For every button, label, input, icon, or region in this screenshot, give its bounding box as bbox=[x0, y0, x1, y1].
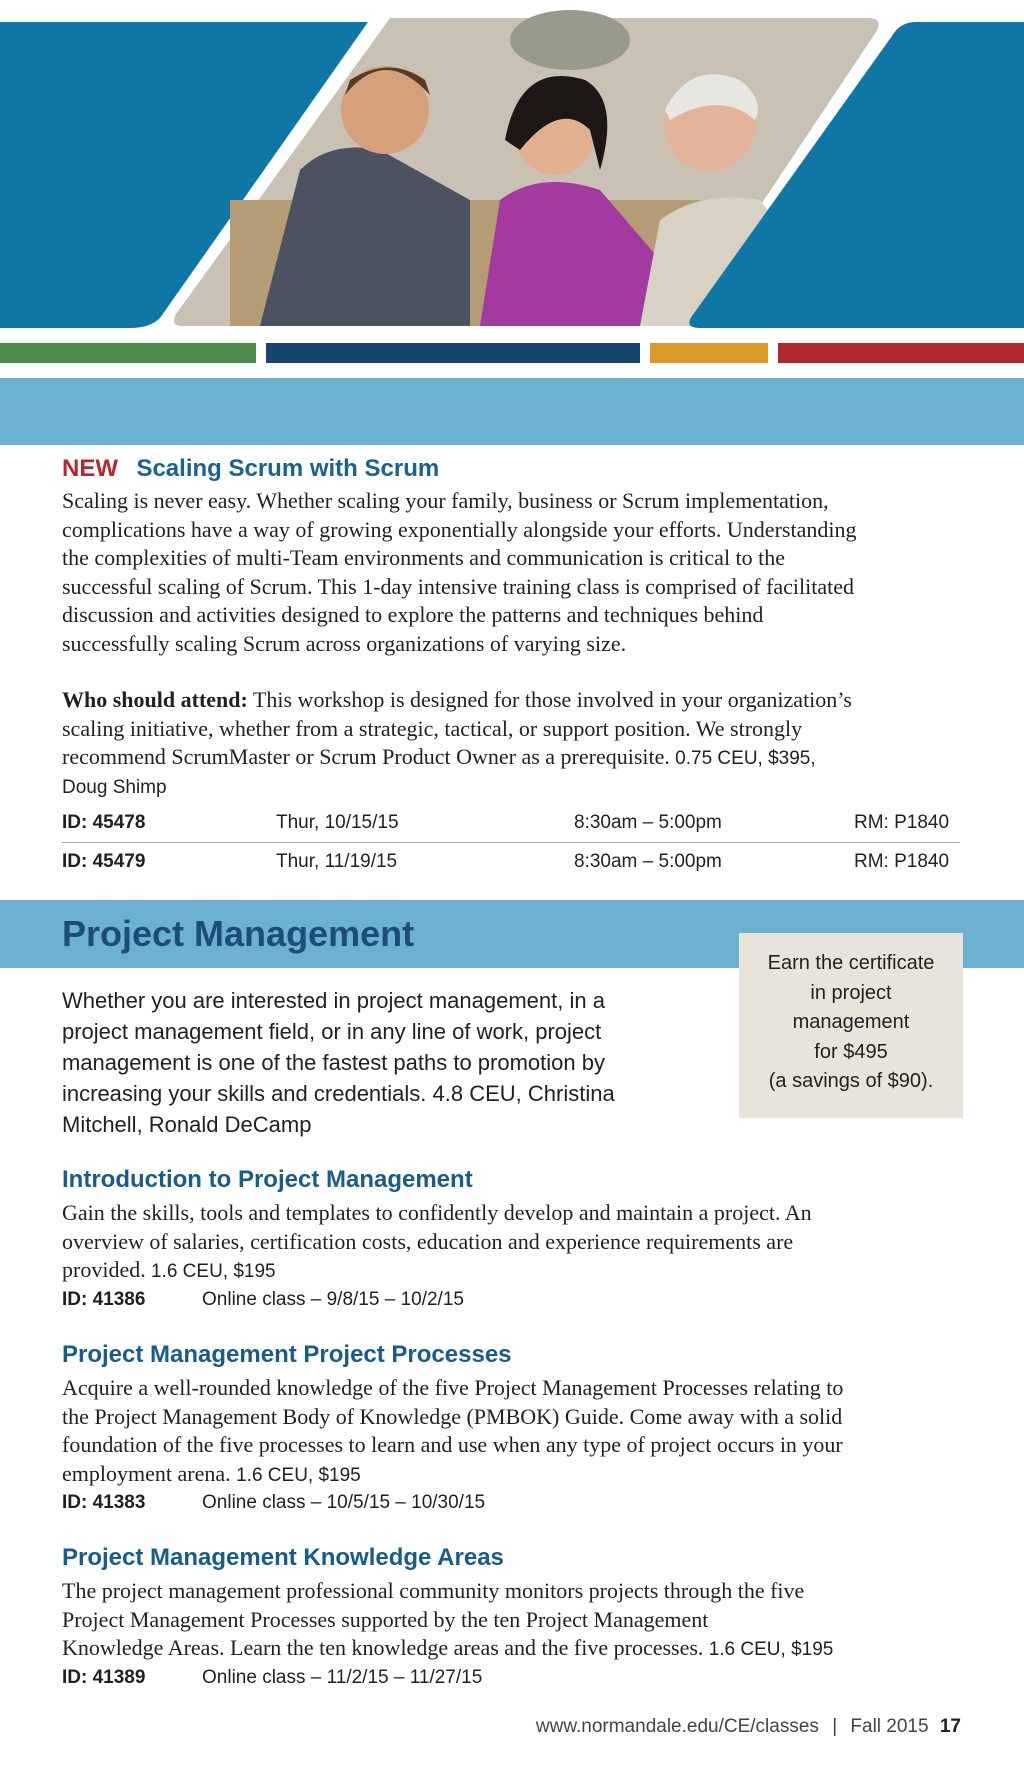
course-title: Project Management Project Processes bbox=[62, 1341, 512, 1368]
new-badge: NEW bbox=[62, 455, 118, 482]
course-schedule: Online class – 11/2/15 – 11/27/15 bbox=[202, 1667, 483, 1688]
course-ceu-price: 1.6 CEU, $195 bbox=[145, 1261, 276, 1282]
stripe-navy bbox=[266, 343, 640, 363]
stripe-green bbox=[0, 343, 256, 363]
course-line: Acquire a well-rounded knowledge of the five Project Management Processes relating to bbox=[62, 1375, 844, 1400]
certificate-line: for $495 bbox=[814, 1040, 888, 1063]
session-date: Thur, 11/19/15 bbox=[276, 851, 398, 872]
certificate-line: management bbox=[792, 1011, 910, 1033]
session-room: RM: P1840 bbox=[854, 851, 950, 872]
scrum-ceu-price: 0.75 CEU, $395, bbox=[669, 748, 816, 769]
course-line: Project Management Processes supported by the ten Project Management bbox=[62, 1606, 709, 1632]
course-title: Project Management Knowledge Areas bbox=[62, 1544, 504, 1571]
course-line: The project management professional community monitors projects through the five bbox=[62, 1578, 805, 1603]
description-line: Scaling is never easy. Whether scaling your family, business or Scrum implementation, bbox=[62, 488, 829, 513]
description-line: discussion and activities designed to explore the patterns and techniques behind bbox=[62, 602, 764, 627]
intro-line: Whether you are interested in project management, in a bbox=[62, 988, 605, 1013]
course-schedule: Online class – 10/5/15 – 10/30/15 bbox=[202, 1492, 486, 1513]
section-title: Project Management bbox=[62, 913, 415, 954]
description-line: complications have a way of growing exponentially alongside your efforts. Understanding bbox=[62, 516, 857, 542]
course-id: ID: 41386 bbox=[62, 1289, 146, 1310]
description-line: successful scaling of Scrum. This 1-day intensive training class is comprised of facilitated bbox=[62, 573, 855, 599]
course-line: Gain the skills, tools and templates to confidently develop and maintain a project. An bbox=[62, 1200, 812, 1225]
certificate-line: Earn the certificate bbox=[767, 952, 935, 974]
course-id: ID: 41383 bbox=[62, 1492, 146, 1513]
session-id: ID: 45479 bbox=[62, 851, 146, 872]
course-ceu-price: 1.6 CEU, $195 bbox=[236, 1464, 361, 1486]
course-line: Knowledge Areas. Learn the ten knowledge areas and the five processes. bbox=[62, 1635, 704, 1660]
header-blue-band bbox=[0, 378, 1024, 445]
course-description bbox=[62, 1577, 992, 1665]
page-footer bbox=[536, 1716, 961, 1738]
session-date: Thur, 10/15/15 bbox=[276, 812, 399, 833]
intro-line: project management field, or in any line of work, project bbox=[62, 1019, 602, 1044]
course-title: Introduction to Project Management bbox=[62, 1166, 473, 1193]
course-line: foundation of the five processes to learn and use when any type of project occurs in your bbox=[62, 1432, 843, 1457]
scrum-instructor: Doug Shimp bbox=[62, 776, 167, 798]
intro-line: management is one of the fastest paths to promotion by bbox=[62, 1050, 605, 1075]
course-line: the Project Management Body of Knowledge (PMBOK) Guide. Come away with a solid bbox=[62, 1403, 843, 1429]
course-description bbox=[62, 1374, 992, 1490]
course-schedule: Online class – 9/8/15 – 10/2/15 bbox=[202, 1289, 464, 1310]
course-id: ID: 41389 bbox=[62, 1667, 146, 1688]
session-row bbox=[62, 806, 960, 843]
description-line: the complexities of multi-Team environments and communication is critical to the bbox=[62, 545, 786, 570]
footer-term: Fall 2015 bbox=[850, 1716, 929, 1737]
scrum-description bbox=[62, 487, 992, 658]
scrum-course-title: Scaling Scrum with Scrum bbox=[136, 455, 440, 482]
who-should-attend-label: Who should attend: bbox=[62, 687, 248, 712]
session-time: 8:30am – 5:00pm bbox=[574, 851, 722, 872]
session-id: ID: 45478 bbox=[62, 812, 146, 833]
course-line: employment arena. bbox=[62, 1460, 237, 1486]
page-number: 17 bbox=[939, 1716, 961, 1737]
intro-line: increasing your skills and credentials. 4.8 CEU, Christina bbox=[62, 1081, 615, 1106]
session-row bbox=[62, 845, 960, 881]
who-line: This workshop is designed for those involved in your organization’s bbox=[247, 687, 852, 712]
session-time: 8:30am – 5:00pm bbox=[574, 812, 722, 833]
stripe-gold bbox=[650, 343, 768, 363]
certificate-line: (a savings of $90). bbox=[768, 1070, 934, 1092]
certificate-callout bbox=[739, 933, 963, 1118]
course-line: provided. bbox=[62, 1257, 146, 1282]
course-line: overview of salaries, certification costs, education and experience requirements are bbox=[62, 1228, 794, 1254]
stripe-red bbox=[778, 343, 1024, 363]
scrum-course-heading bbox=[62, 455, 439, 483]
who-line: scaling initiative, whether from a strategic, tactical, or support position. We strongly bbox=[62, 715, 803, 741]
description-line: successfully scaling Scrum across organizations of varying size. bbox=[62, 630, 627, 656]
project-management-intro bbox=[62, 985, 722, 1140]
footer-url[interactable]: www.normandale.edu/CE/classes bbox=[535, 1716, 819, 1737]
course-schedule-row bbox=[62, 1492, 485, 1514]
course-schedule-row bbox=[62, 1289, 464, 1311]
who-line: recommend ScrumMaster or Scrum Product Owner as a prerequisite. bbox=[62, 744, 670, 769]
header-photo-banner bbox=[0, 0, 1024, 340]
certificate-line: in project bbox=[810, 981, 892, 1004]
course-description bbox=[62, 1199, 992, 1287]
course-schedule-row bbox=[62, 1667, 482, 1689]
course-ceu-price: 1.6 CEU, $195 bbox=[703, 1639, 834, 1660]
intro-line: Mitchell, Ronald DeCamp bbox=[62, 1112, 312, 1137]
scrum-who-should-attend bbox=[62, 686, 992, 802]
session-room: RM: P1840 bbox=[854, 812, 950, 833]
footer-separator: | bbox=[832, 1716, 838, 1737]
